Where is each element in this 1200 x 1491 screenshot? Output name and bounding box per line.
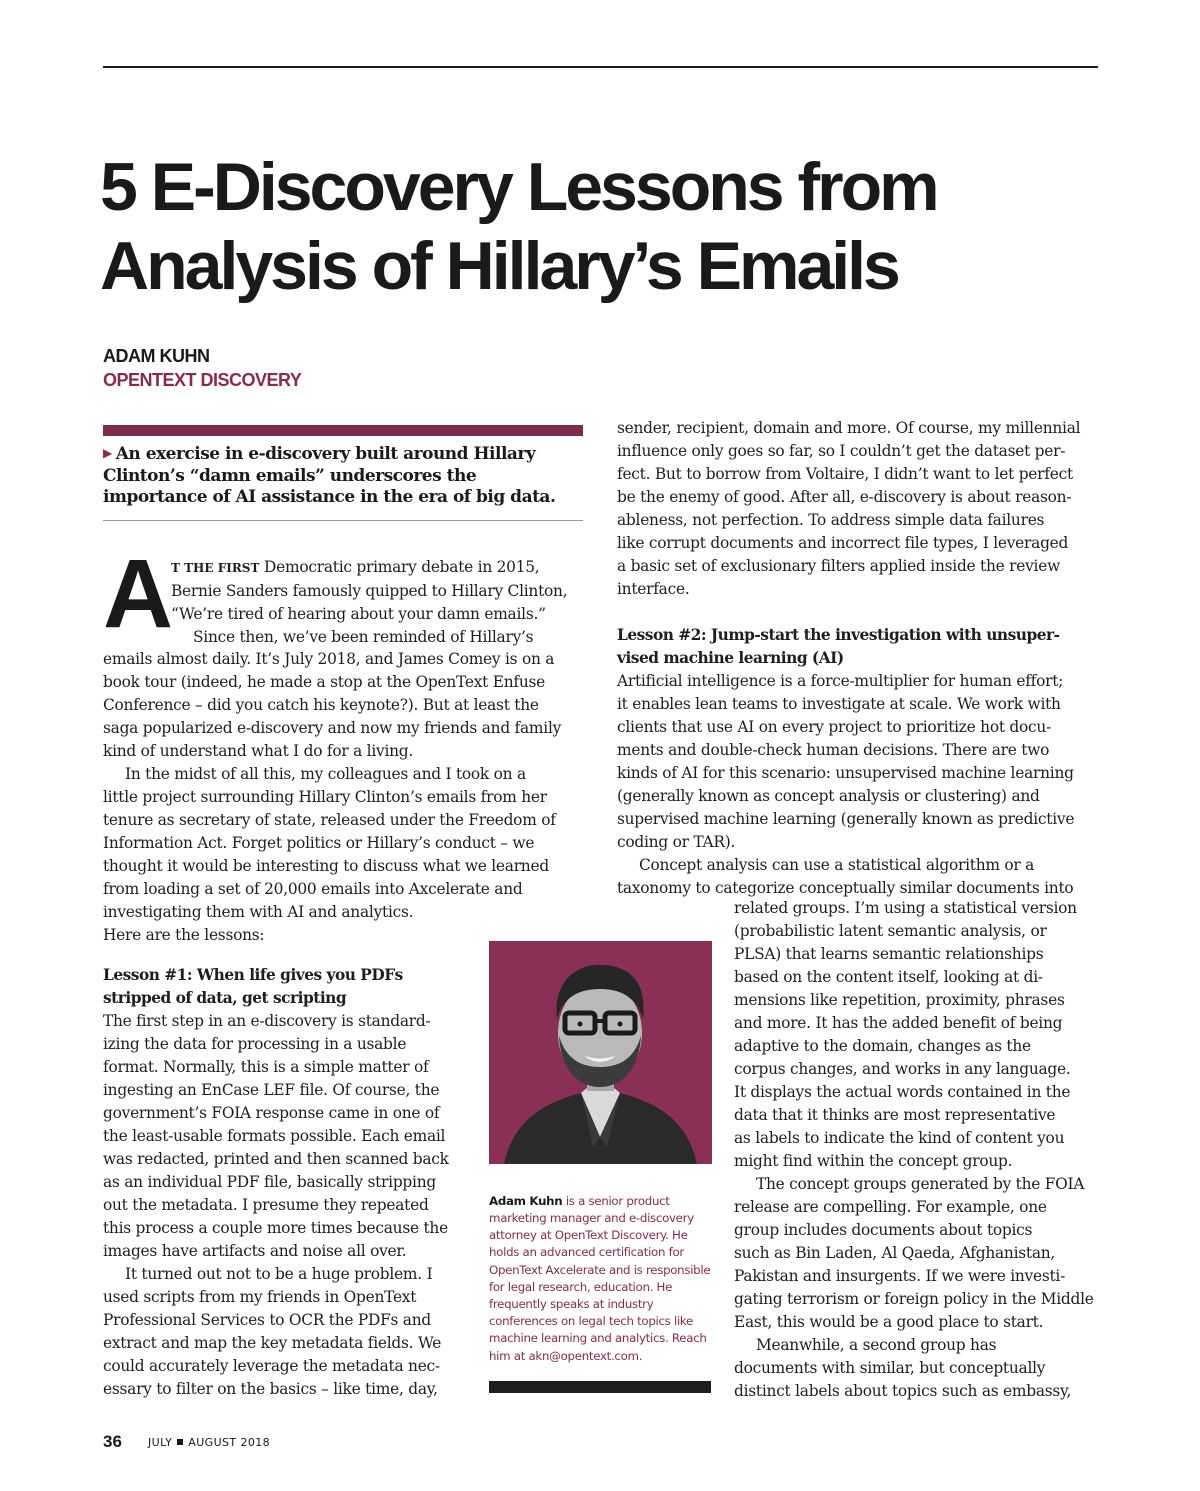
text-line: might find within the concept group. xyxy=(734,1152,1013,1170)
text-line: could accurately leverage the metadata nec- xyxy=(103,1357,440,1375)
text-line: Conference – did you catch his keynote?). But at least the xyxy=(103,696,539,714)
text-line: used scripts from my friends in OpenText xyxy=(103,1288,417,1306)
heading-line: Lesson #1: When life gives you PDFs xyxy=(103,966,403,984)
dropcap-block xyxy=(103,539,583,648)
text-line: It displays the actual words contained in the xyxy=(734,1083,1071,1101)
text-line: government’s FOIA response came in one of xyxy=(103,1104,440,1122)
text-line: taxonomy to categorize conceptually similar documents into xyxy=(617,879,1074,897)
text-line: Bernie Sanders famously quipped to Hillary Clinton, xyxy=(171,582,568,600)
text-line: The first step in an e-discovery is standard- xyxy=(103,1012,431,1030)
text-line: (probabilistic latent semantic analysis, or xyxy=(734,922,1047,940)
text-line: ableness, not perfection. To address simple data failures xyxy=(617,511,1045,529)
paragraph xyxy=(617,854,1107,900)
text-line: It turned out not to be a huge problem. I xyxy=(125,1265,433,1283)
text-line: East, this would be a good place to start. xyxy=(734,1313,1044,1331)
text-line: tenure as secretary of state, released under the Freedom of xyxy=(103,811,556,829)
text-line: and more. It has the added benefit of being xyxy=(734,1014,1063,1032)
deck-bar xyxy=(103,425,583,436)
triangle-bullet-icon: ▶ xyxy=(103,446,112,460)
paragraph xyxy=(734,1334,1104,1403)
text-line: as an individual PDF file, basically stripping xyxy=(103,1173,436,1191)
text-line: Information Act. Forget politics or Hillary’s conduct – we xyxy=(103,834,535,852)
heading-line: vised machine learning (AI) xyxy=(617,649,844,667)
paragraph xyxy=(734,897,1104,1173)
deck-line: importance of AI assistance in the era of big data. xyxy=(103,487,556,507)
text-line: from loading a set of 20,000 emails into Axcelerate and xyxy=(103,880,523,898)
deck-line: Clinton’s “damn emails” underscores the xyxy=(103,466,477,486)
text-line: ingesting an EnCase LEF file. Of course, the xyxy=(103,1081,440,1099)
title-line-1: 5 E-Discovery Lessons from xyxy=(100,149,937,225)
caption-text: is a senior product marketing manager and e-discovery attorney at OpenText Discovery. He holds an advanced certification for OpenText Axcelerate and is responsible for legal research, education. He frequently speaks at industry conferences on legal tech topics like machine learning and analytics. Reach him at akn@opentext.com. xyxy=(489,1193,711,1363)
drop-cap: A xyxy=(103,539,173,648)
text-line: gating terrorism or foreign policy in the Middle xyxy=(734,1290,1094,1308)
text-line: distinct labels about topics such as embassy, xyxy=(734,1382,1072,1400)
article-title xyxy=(100,148,1100,306)
text-line: out the metadata. I presume they repeated xyxy=(103,1196,429,1214)
text-line: it enables lean teams to investigate at scale. We work with xyxy=(617,695,1061,713)
author-organization: OPENTEXT DISCOVERY xyxy=(103,370,302,390)
deck-divider xyxy=(103,520,583,521)
text-line: interface. xyxy=(617,580,690,598)
text-line: kinds of AI for this scenario: unsupervised machine learning xyxy=(617,764,1074,782)
text-line: sender, recipient, domain and more. Of course, my millennial xyxy=(617,419,1081,437)
text-line: related groups. I’m using a statistical version xyxy=(734,899,1077,917)
dropcap-text xyxy=(103,539,583,649)
author-photo xyxy=(489,941,712,1164)
deck-line: An exercise in e-discovery built around Hillary xyxy=(115,444,536,464)
column-1-top xyxy=(103,539,583,947)
square-separator-icon xyxy=(177,1439,183,1445)
lead-in: T THE FIRST xyxy=(171,561,260,575)
text-line: documents with similar, but conceptually xyxy=(734,1359,1046,1377)
text-line: based on the content itself, looking at di- xyxy=(734,968,1043,986)
photo-caption xyxy=(489,1193,717,1365)
caption-name: Adam Kuhn xyxy=(489,1193,563,1208)
heading-line: Lesson #2: Jump-start the investigation with unsuper- xyxy=(617,626,1060,644)
text-line: The concept groups generated by the FOIA xyxy=(756,1175,1085,1193)
text-line: clients that use AI on every project to prioritize hot docu- xyxy=(617,718,1052,736)
paragraph xyxy=(103,1010,478,1263)
text-line: fect. But to borrow from Voltaire, I didn’t want to let perfect xyxy=(617,465,1073,483)
lesson-2-heading xyxy=(617,624,1107,670)
text-line: a basic set of exclusionary filters applied inside the review xyxy=(617,557,1061,575)
text-line: Artificial intelligence is a force-multiplier for human effort; xyxy=(617,672,1064,690)
author-name: ADAM KUHN xyxy=(103,346,210,366)
text-line: group includes documents about topics xyxy=(734,1221,1033,1239)
text-line: supervised machine learning (generally known as predictive xyxy=(617,810,1075,828)
text-line: like corrupt documents and incorrect file types, I leveraged xyxy=(617,534,1069,552)
top-rule xyxy=(103,66,1098,68)
text-line: such as Bin Laden, Al Qaeda, Afghanistan, xyxy=(734,1244,1056,1262)
text-line: images have artifacts and noise all over. xyxy=(103,1242,407,1260)
text-line: data that it thinks are most representative xyxy=(734,1106,1056,1124)
paragraph xyxy=(103,648,583,763)
text-line: this process a couple more times because the xyxy=(103,1219,448,1237)
text-line: (generally known as concept analysis or clustering) and xyxy=(617,787,1040,805)
paragraph xyxy=(617,417,1107,601)
text-line: the least-usable formats possible. Each email xyxy=(103,1127,446,1145)
heading-line: stripped of data, get scripting xyxy=(103,989,347,1007)
text-line: izing the data for processing in a usable xyxy=(103,1035,407,1053)
text-line: release are compelling. For example, one xyxy=(734,1198,1047,1216)
paragraph xyxy=(103,763,583,947)
text-line: mensions like repetition, proximity, phrases xyxy=(734,991,1065,1009)
text-line: investigating them with AI and analytics. xyxy=(103,903,414,921)
text-line: Democratic primary debate in 2015, xyxy=(259,558,540,576)
page-number: 36 xyxy=(103,1432,122,1451)
text-line: essary to filter on the basics – like time, day, xyxy=(103,1380,438,1398)
text-line: saga popularized e-discovery and now my friends and family xyxy=(103,719,562,737)
text-line: book tour (indeed, he made a stop at the OpenText Enfuse xyxy=(103,673,545,691)
text-line: extract and map the key metadata fields. We xyxy=(103,1334,442,1352)
text-line: thought it would be interesting to discuss what we learned xyxy=(103,857,549,875)
issue-month: JULY xyxy=(148,1436,173,1449)
text-line: was redacted, printed and then scanned back xyxy=(103,1150,449,1168)
text-line: PLSA) that learns semantic relationships xyxy=(734,945,1044,963)
text-line: Pakistan and insurgents. If we were investi- xyxy=(734,1267,1066,1285)
author-portrait-illustration xyxy=(489,941,712,1164)
text-line: Here are the lessons: xyxy=(103,926,265,944)
spacer xyxy=(617,601,1107,624)
text-line: Since then, we’ve been reminded of Hillary’s xyxy=(193,628,534,646)
text-line: coding or TAR). xyxy=(617,833,736,851)
paragraph xyxy=(617,670,1107,854)
text-line: influence only goes so far, so I couldn’t get the dataset per- xyxy=(617,442,1066,460)
paragraph xyxy=(734,1173,1104,1334)
title-line-2: Analysis of Hillary’s Emails xyxy=(100,228,898,304)
text-line: format. Normally, this is a simple matter of xyxy=(103,1058,429,1076)
text-line: adaptive to the domain, changes as the xyxy=(734,1037,1031,1055)
text-line: “We’re tired of hearing about your damn emails.” xyxy=(171,605,546,623)
column-1-bottom xyxy=(103,964,478,1401)
text-line: kind of understand what I do for a living. xyxy=(103,742,414,760)
paragraph xyxy=(103,1263,478,1401)
text-line: as labels to indicate the kind of content you xyxy=(734,1129,1065,1147)
text-line: In the midst of all this, my colleagues and I took on a xyxy=(125,765,526,783)
caption-bar xyxy=(489,1381,711,1393)
text-line: Meanwhile, a second group has xyxy=(756,1336,997,1354)
text-line: Professional Services to OCR the PDFs and xyxy=(103,1311,431,1329)
text-line: little project surrounding Hillary Clinton’s emails from her xyxy=(103,788,547,806)
column-2-bottom xyxy=(734,897,1104,1403)
lesson-1-heading xyxy=(103,964,478,1010)
text-line: emails almost daily. It’s July 2018, and James Comey is on a xyxy=(103,650,555,668)
text-line: Concept analysis can use a statistical algorithm or a xyxy=(639,856,1035,874)
text-line: ments and double-check human decisions. There are two xyxy=(617,741,1050,759)
text-line: be the enemy of good. After all, e-discovery is about reason- xyxy=(617,488,1072,506)
column-2-top xyxy=(617,417,1107,900)
text-line: corpus changes, and works in any language. xyxy=(734,1060,1071,1078)
issue-month-year: AUGUST 2018 xyxy=(188,1436,271,1449)
deck-summary xyxy=(103,444,583,508)
issue-date xyxy=(148,1436,270,1449)
